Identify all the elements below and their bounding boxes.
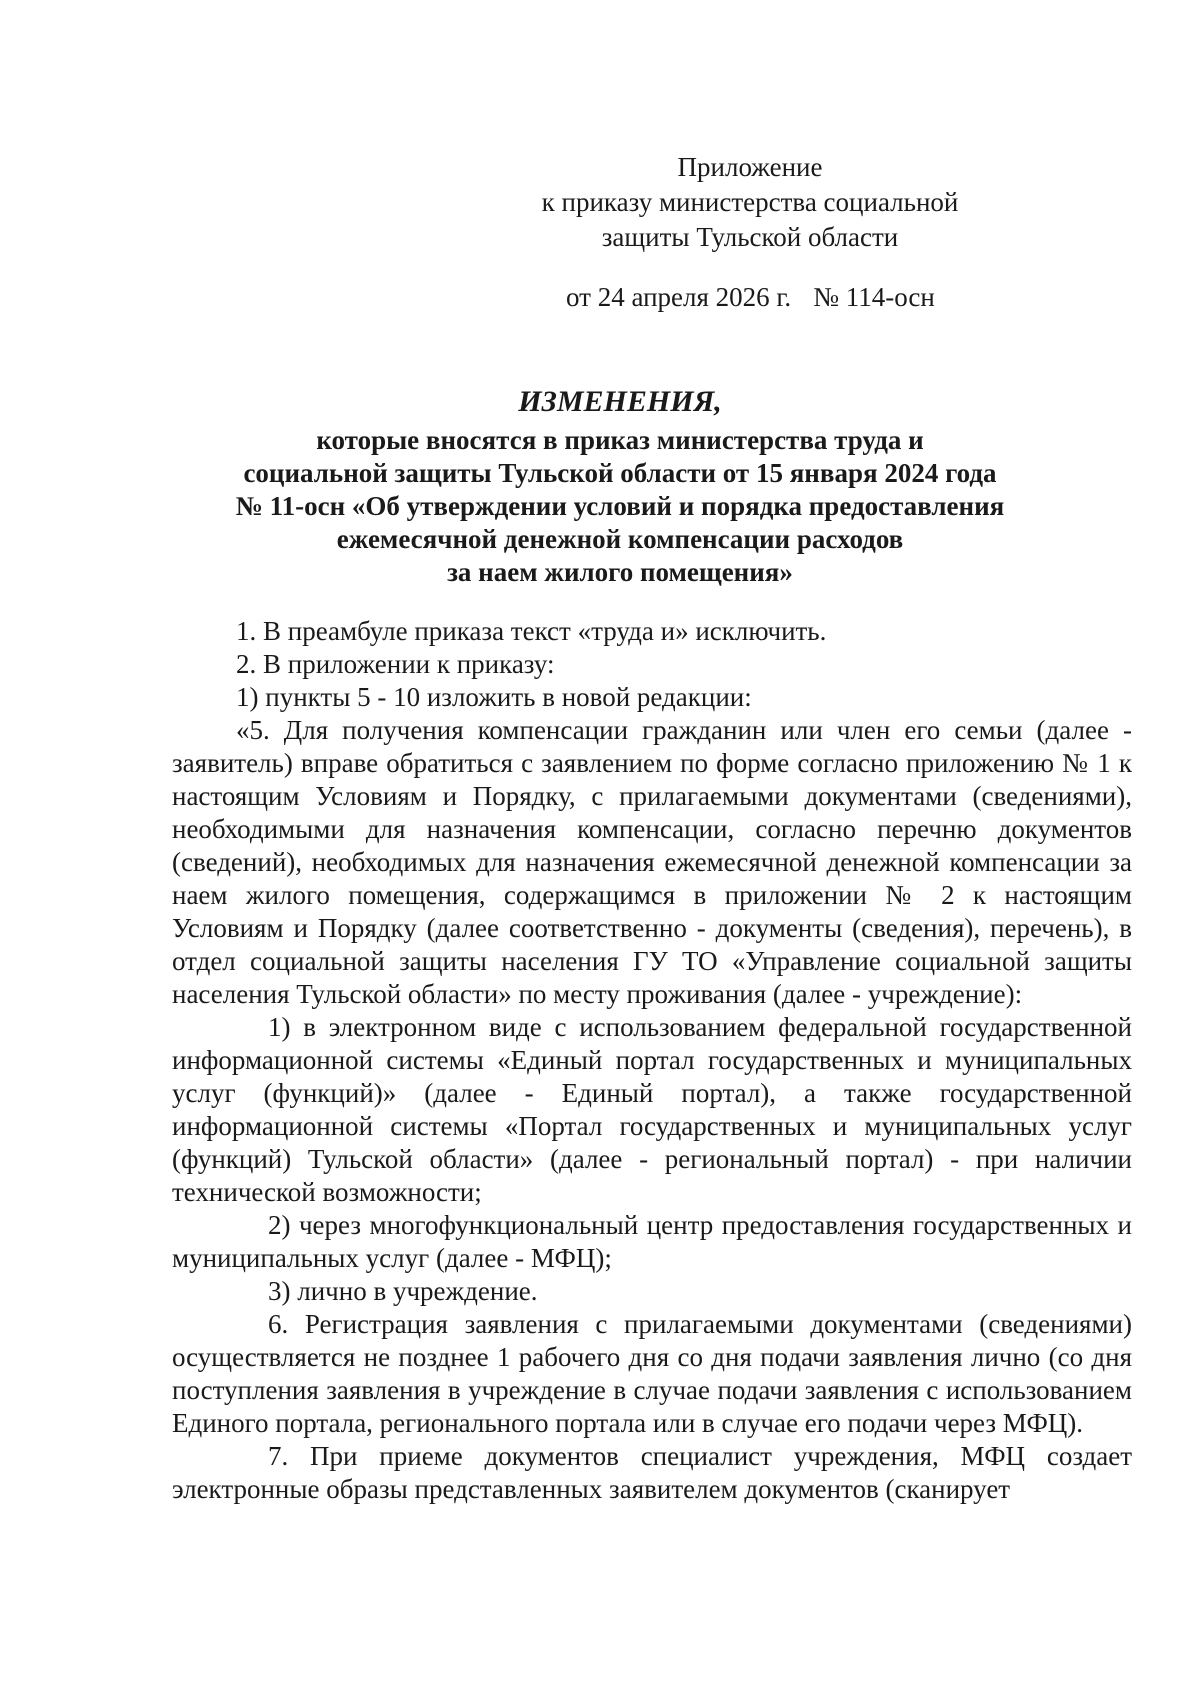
paragraph-clause-6: 6. Регистрация заявления с прилагаемыми документами (сведениями) осуществляется не позднее 1 рабочего дня со дня подачи заявления лично (со дня поступления заявления в учреждение в случае подачи заявления с использованием Единого портала, регионального портала или в случае его подачи через МФЦ). bbox=[172, 1309, 1132, 1438]
page-title: ИЗМЕНЕНИЯ, bbox=[518, 385, 722, 418]
paragraph-clause-5-3: 3) лично в учреждение. bbox=[268, 1276, 538, 1306]
appendix-ministry: защиты Тульской области bbox=[601, 222, 899, 252]
appendix-order-ref: к приказу министерства социальной bbox=[541, 187, 959, 217]
paragraph-2: 2. В приложении к приказу: bbox=[236, 649, 555, 679]
title-line: за наем жилого помещения» bbox=[447, 557, 793, 587]
document-body bbox=[172, 615, 1132, 1506]
title-line: социальной защиты Тульской области от 15 января 2024 года bbox=[243, 458, 997, 488]
paragraph-clause-5: «5. Для получения компенсации гражданин или член его семьи (далее - заявитель) вправе обратиться с заявлением по форме согласно приложению № 1 к настоящим Условиям и Порядку, с прилагаемыми документами (сведениями), необходимыми для назначения компенсации, согласно перечню документов (сведений), необходимых для назначения ежемесячной денежной компенсации за наем жилого помещения, содержащимся в приложении № 2 к настоящим Условиям и Порядку (далее соответственно - документы (сведения), перечень), в отдел социальной защиты населения ГУ ТО «Управление социальной защиты населения Тульской области» по месту проживания (далее - учреждение): bbox=[172, 715, 1132, 1009]
title-line: которые вносятся в приказ министерства труда и bbox=[316, 425, 924, 455]
appendix-label: Приложение bbox=[677, 152, 823, 182]
paragraph-clause-5-1: 1) в электронном виде с использованием федеральной государственной информационной системы «Единый портал государственных и муниципальных услуг (функций)» (далее - Единый портал), а также государственной информационной системы «Портал государственных и муниципальных услуг (функций) Тульской области» (далее - региональный портал) - при наличии технической возможности; bbox=[172, 1012, 1132, 1207]
paragraph-2-1: 1) пункты 5 - 10 изложить в новой редакции: bbox=[236, 682, 752, 712]
order-number: № 114-осн bbox=[813, 282, 935, 312]
order-date-number bbox=[566, 280, 935, 315]
paragraph-clause-5-2: 2) через многофункциональный центр предоставления государственных и муниципальных услуг (далее - МФЦ); bbox=[172, 1210, 1132, 1273]
title-line: ежемесячной денежной компенсации расходов bbox=[336, 524, 904, 554]
order-date: от 24 апреля 2026 г. bbox=[566, 282, 792, 312]
appendix-header bbox=[520, 150, 980, 255]
document-title bbox=[170, 385, 1070, 589]
title-line: № 11-осн «Об утверждении условий и порядка предоставления bbox=[235, 491, 1005, 521]
paragraph-1: 1. В преамбуле приказа текст «труда и» исключить. bbox=[236, 616, 827, 646]
paragraph-clause-7: 7. При приеме документов специалист учреждения, МФЦ создает электронные образы представленных заявителем документов (сканирует bbox=[172, 1441, 1132, 1504]
